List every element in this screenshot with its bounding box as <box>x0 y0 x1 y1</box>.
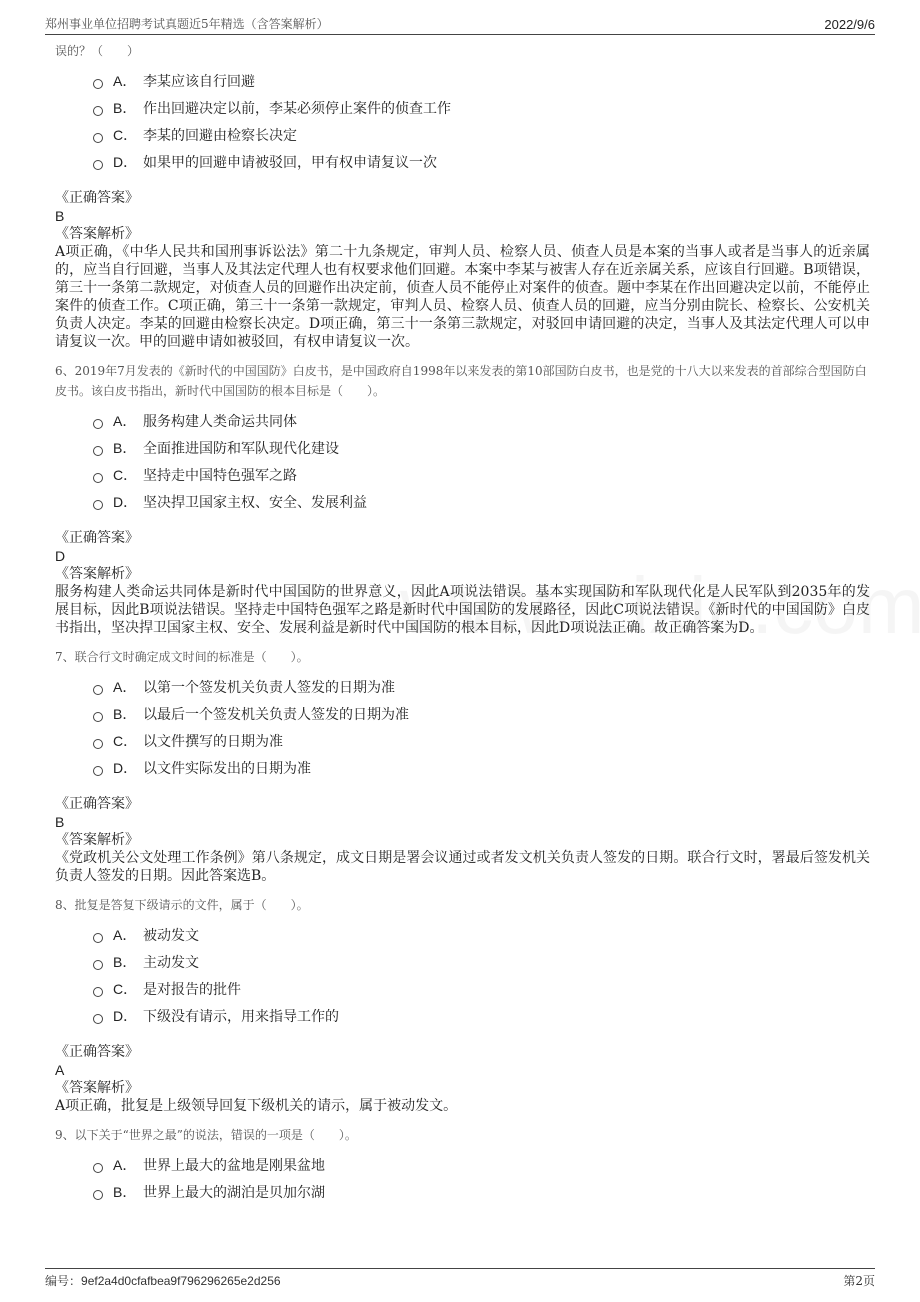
option-a[interactable] <box>93 1151 870 1178</box>
option-letter: B． <box>113 439 137 456</box>
option-text: 作出回避决定以前，李某必须停止案件的侦查工作 <box>143 100 451 117</box>
option-letter: A． <box>113 926 137 943</box>
option-b[interactable] <box>93 434 870 461</box>
answer-label: 《正确答案》 <box>55 190 139 206</box>
document-title: 郑州事业单位招聘考试真题近5年精选（含答案解析） <box>45 17 329 31</box>
question-7-options <box>93 673 870 781</box>
answer-label: 《正确答案》 <box>55 1044 139 1060</box>
radio-icon[interactable] <box>93 712 103 722</box>
option-letter: D． <box>113 759 138 776</box>
option-d[interactable] <box>93 1002 870 1029</box>
question-7: 7、联合行文时确定成文时间的标准是（ ）。 <box>55 650 309 664</box>
document-code <box>45 1272 281 1289</box>
option-d[interactable] <box>93 148 870 175</box>
option-letter: D． <box>113 1007 138 1024</box>
option-text: 李某的回避由检察长决定 <box>143 127 297 144</box>
option-text: 以最后一个签发机关负责人签发的日期为准 <box>143 706 409 723</box>
option-text: 以第一个签发机关负责人签发的日期为准 <box>143 679 395 696</box>
radio-icon[interactable] <box>93 685 103 695</box>
option-c[interactable] <box>93 727 870 754</box>
answer-label: 《正确答案》 <box>55 530 139 546</box>
radio-icon[interactable] <box>93 933 103 943</box>
question-6-options <box>93 407 870 515</box>
radio-icon[interactable] <box>93 1190 103 1200</box>
answer-value: D <box>55 548 66 564</box>
option-text: 下级没有请示，用来指导工作的 <box>143 1008 339 1025</box>
answer-label: 《正确答案》 <box>55 796 139 812</box>
explanation-text: A项正确，《中华人民共和国刑事诉讼法》第二十九条规定，审判人员、检察人员、侦查人员是本案的当事人或者是当事人的近亲属的，应当自行回避，当事人及其法定代理人也有权要求他们回避。本案中李某与被害人存在近亲属关系，应该自行回避。B项错误，第三十一条第二款规定，对侦查人员的回避作出决定前，侦查人员不能停止对案件的侦查。题中李某在作出回避决定以前，不能停止案件的侦查工作。C项正确，第三十一条第一款规定，审判人员、检察人员、侦查人员的回避，应当分别由院长、检察长、公安机关负责人决定。李某的回避由检察长决定。D项正确，第三十一条第三款规定，对驳回申请回避的决定，当事人及其法定代理人可以申请复议一次。甲的回避申请如被驳回，有权申请复议一次。 <box>55 244 870 350</box>
page-footer <box>45 1268 875 1290</box>
option-text: 世界上最大的湖泊是贝加尔湖 <box>143 1184 325 1201</box>
option-letter: B． <box>113 953 137 970</box>
option-letter: C． <box>113 980 138 997</box>
option-letter: C． <box>113 466 138 483</box>
option-a[interactable] <box>93 921 870 948</box>
question-5-options <box>93 67 870 175</box>
option-letter: B． <box>113 1183 137 1200</box>
explanation-text: 《党政机关公文处理工作条例》第八条规定，成文日期是署会议通过或者发文机关负责人签发的日期。联合行文时，署最后签发机关负责人签发的日期。因此答案选B。 <box>55 850 870 884</box>
option-letter: D． <box>113 153 138 170</box>
option-b[interactable] <box>93 1178 870 1205</box>
radio-icon[interactable] <box>93 419 103 429</box>
option-a[interactable] <box>93 673 870 700</box>
option-text: 坚决捍卫国家主权、安全、发展利益 <box>143 494 367 511</box>
radio-icon[interactable] <box>93 739 103 749</box>
explanation-label: 《答案解析》 <box>55 226 139 242</box>
explanation-label: 《答案解析》 <box>55 832 139 848</box>
option-d[interactable] <box>93 488 870 515</box>
answer-value: A <box>55 1062 65 1078</box>
option-text: 全面推进国防和军队现代化建设 <box>143 440 339 457</box>
explanation-label: 《答案解析》 <box>55 1080 139 1096</box>
question-8-options <box>93 921 870 1029</box>
radio-icon[interactable] <box>93 766 103 776</box>
option-text: 李某应该自行回避 <box>143 73 255 90</box>
radio-icon[interactable] <box>93 446 103 456</box>
question-9: 9、以下关于“世界之最”的说法，错误的一项是（ ）。 <box>55 1128 357 1142</box>
radio-icon[interactable] <box>93 960 103 970</box>
answer-value: B <box>55 814 65 830</box>
radio-icon[interactable] <box>93 987 103 997</box>
question-8: 8、批复是答复下级请示的文件，属于（ ）。 <box>55 898 309 912</box>
option-letter: A． <box>113 678 137 695</box>
radio-icon[interactable] <box>93 473 103 483</box>
document-content <box>55 42 870 1215</box>
question-6: 6、2019年7月发表的《新时代的中国国防》白皮书，是中国政府自1998年以来发表的第10部国防白皮书，也是党的十八大以来发表的首部综合型国防白皮书。该白皮书指出，新时代中国国防的根本目标是（ ）。 <box>55 364 867 398</box>
page-number: 第2页 <box>843 1274 875 1288</box>
option-a[interactable] <box>93 407 870 434</box>
radio-icon[interactable] <box>93 160 103 170</box>
option-text: 以文件撰写的日期为准 <box>143 733 283 750</box>
option-a[interactable] <box>93 67 870 94</box>
option-text: 世界上最大的盆地是刚果盆地 <box>143 1157 325 1174</box>
option-b[interactable] <box>93 948 870 975</box>
option-d[interactable] <box>93 754 870 781</box>
radio-icon[interactable] <box>93 79 103 89</box>
document-date: 2022/9/6 <box>824 17 875 32</box>
option-text: 以文件实际发出的日期为准 <box>143 760 311 777</box>
option-text: 是对报告的批件 <box>143 981 241 998</box>
option-letter: B． <box>113 705 137 722</box>
page-header <box>45 10 875 35</box>
option-text: 主动发文 <box>143 954 199 971</box>
explanation-text: A项正确，批复是上级领导回复下级机关的请示，属于被动发文。 <box>55 1098 458 1114</box>
option-c[interactable] <box>93 975 870 1002</box>
option-letter: B． <box>113 99 137 116</box>
radio-icon[interactable] <box>93 500 103 510</box>
code-value: 9ef2a4d0cfafbea9f796296265e2d256 <box>81 1274 281 1288</box>
option-letter: A． <box>113 1156 137 1173</box>
radio-icon[interactable] <box>93 1014 103 1024</box>
option-b[interactable] <box>93 94 870 121</box>
option-c[interactable] <box>93 461 870 488</box>
option-letter: C． <box>113 126 138 143</box>
answer-value: B <box>55 208 65 224</box>
option-b[interactable] <box>93 700 870 727</box>
radio-icon[interactable] <box>93 1163 103 1173</box>
radio-icon[interactable] <box>93 106 103 116</box>
explanation-text: 服务构建人类命运共同体是新时代中国国防的世界意义，因此A项说法错误。基本实现国防和军队现代化是人民军队到2035年的发展目标，因此B项说法错误。坚持走中国特色强军之路是新时代中国国防的发展路径，因此C项说法错误。《新时代的中国国防》白皮书指出，坚决捍卫国家主权、安全、发展利益是新时代中国国防的根本目标，因此D项说法正确。故正确答案为D。 <box>55 584 870 636</box>
radio-icon[interactable] <box>93 133 103 143</box>
explanation-label: 《答案解析》 <box>55 566 139 582</box>
option-letter: D． <box>113 493 138 510</box>
option-letter: A． <box>113 72 137 89</box>
option-text: 服务构建人类命运共同体 <box>143 413 297 430</box>
code-label: 编号： <box>45 1274 82 1288</box>
option-text: 坚持走中国特色强军之路 <box>143 467 297 484</box>
question-9-options <box>93 1151 870 1205</box>
option-text: 被动发文 <box>143 927 199 944</box>
option-letter: C． <box>113 732 138 749</box>
option-text: 如果甲的回避申请被驳回，甲有权申请复议一次 <box>143 154 437 171</box>
question-5-continuation: 误的？（ ） <box>55 44 140 58</box>
option-c[interactable] <box>93 121 870 148</box>
option-letter: A． <box>113 412 137 429</box>
